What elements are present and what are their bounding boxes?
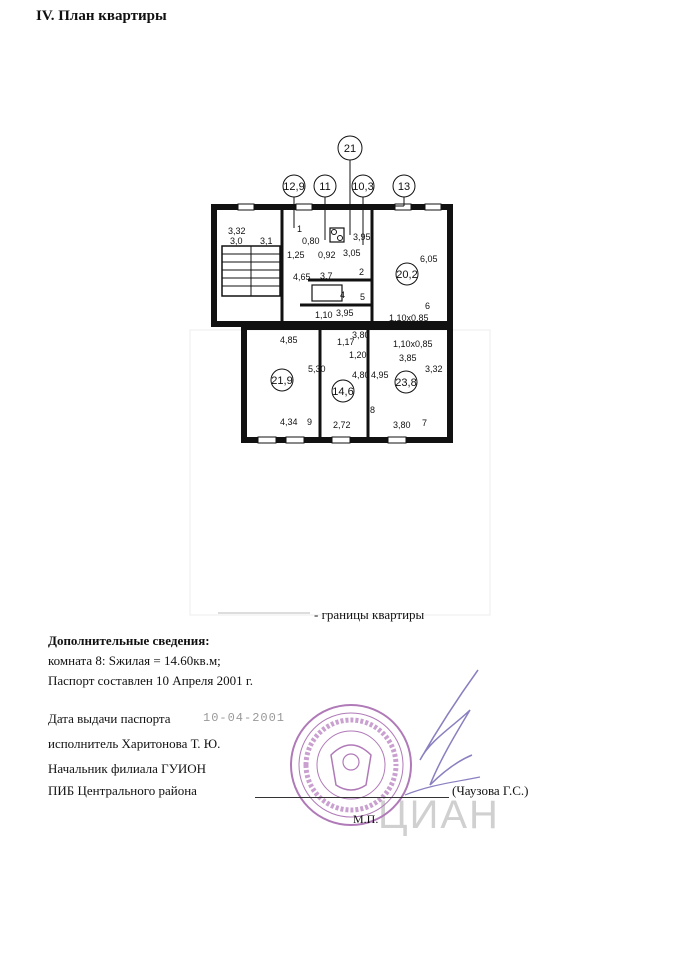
dimension: 4,80 — [352, 370, 370, 380]
dimension: 1 — [297, 224, 303, 234]
issue-date-stamp: 10-04-2001 — [203, 711, 286, 725]
legend-text: - границы квартиры — [314, 607, 425, 622]
dimension: 1,20 — [349, 350, 367, 360]
dimension: 1,25 — [287, 250, 305, 260]
dimension: 4,65 — [293, 272, 311, 282]
signature-line — [255, 797, 449, 798]
official-seal — [286, 700, 416, 830]
dimension: 4,95 — [371, 370, 389, 380]
circle-label: 12,9 — [283, 181, 305, 193]
dimension: 3,95 — [353, 232, 371, 242]
dimension: 3,32 — [425, 364, 443, 374]
dimension: 3,85 — [399, 353, 417, 363]
room-area: 21,9 — [271, 375, 293, 387]
stair-steps — [222, 246, 280, 296]
dimension: 9 — [307, 417, 313, 427]
dimension: 3,95 — [336, 308, 354, 318]
circle-label: 13 — [397, 181, 411, 193]
dimension: 3,80 — [393, 420, 411, 430]
room-areas — [271, 263, 418, 402]
stamp-place-label: М.П. — [353, 812, 379, 826]
dimension: 1,10x0,85 — [393, 339, 433, 349]
scan-border — [190, 330, 490, 615]
dimension: 3,1 — [260, 236, 273, 246]
leader-lines — [294, 160, 404, 245]
dimension: 1,10x0,85 — [389, 313, 429, 323]
dimension: 3,32 — [228, 226, 246, 236]
circle-label: 10,3 — [352, 181, 374, 193]
dimension: 0,92 — [318, 250, 336, 260]
signature — [400, 665, 500, 800]
circle-label: 11 — [319, 181, 331, 193]
head-line-1: Начальник филиала ГУИОН — [48, 761, 207, 776]
dimension: 4,34 — [280, 417, 298, 427]
issue-date-label: Дата выдачи паспорта — [48, 711, 171, 726]
dimension: 6,05 — [420, 254, 438, 264]
executor-line: исполнитель Харитонова Т. Ю. — [48, 736, 221, 751]
signatory-name: (Чаузова Г.С.) — [452, 783, 529, 798]
dimension: 5,30 — [308, 364, 326, 374]
dimension: 8 — [370, 405, 376, 415]
additional-info-title: Дополнительные сведения: — [48, 633, 210, 648]
room-area-line: комната 8: Sжилая = 14.60кв.м; — [48, 653, 221, 668]
dimension: 1,17 — [337, 337, 355, 347]
head-line-2: ПИБ Центрального района — [48, 783, 197, 798]
dimension: 2,72 — [333, 420, 351, 430]
circle-label: 21 — [343, 143, 357, 155]
dimension: 3,7 — [320, 271, 333, 281]
dimension: 3,0 — [230, 236, 243, 246]
circle-labels — [283, 136, 415, 197]
bathtub — [312, 285, 342, 301]
room-area: 23,8 — [395, 377, 417, 389]
room-area: 14,6 — [332, 386, 354, 398]
dimension: 3,80 — [352, 330, 370, 340]
dimension: 1,10 — [315, 310, 333, 320]
dimension: 5 — [360, 292, 366, 302]
dimension: 2 — [359, 267, 365, 277]
document-heading: IV. План квартиры — [36, 8, 167, 24]
dimension: 0,80 — [302, 236, 320, 246]
dimension: 4 — [340, 290, 346, 300]
room-area: 20,2 — [396, 269, 418, 281]
watermark: ЦИАН — [378, 793, 500, 837]
passport-date-line: Паспорт составлен 10 Апреля 2001 г. — [48, 673, 253, 688]
dimension: 6 — [425, 301, 431, 311]
dimension: 4,85 — [280, 335, 298, 345]
dimension: 3,05 — [343, 248, 361, 258]
dimension: 7 — [422, 418, 428, 428]
